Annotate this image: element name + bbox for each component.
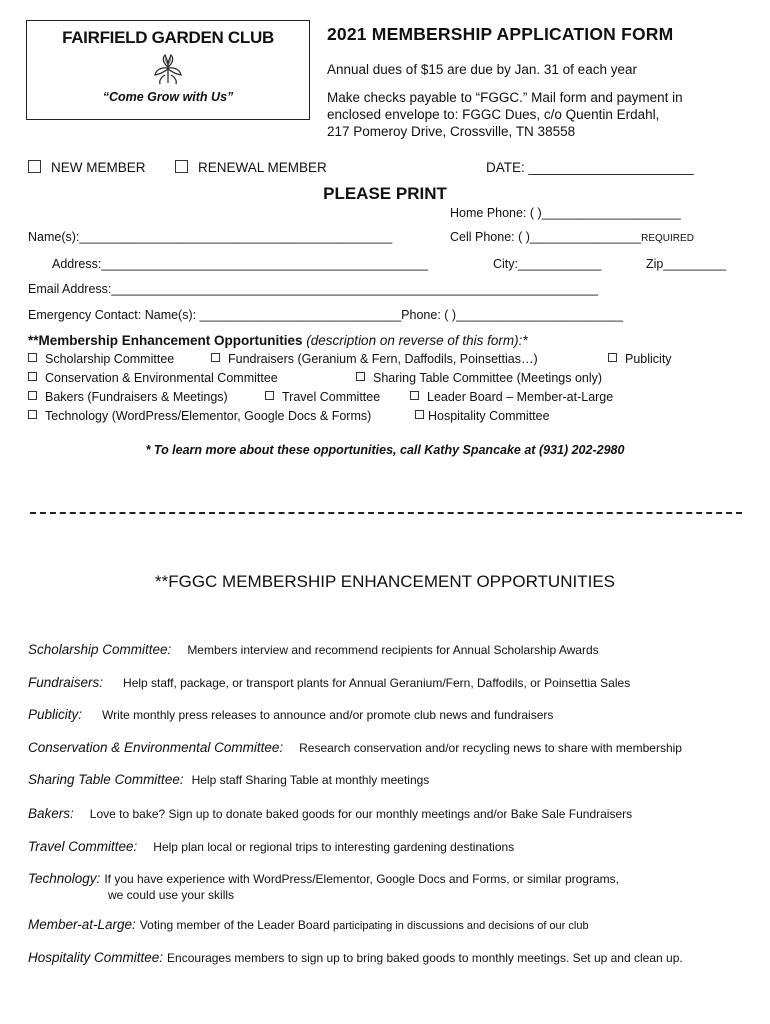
- opportunity-label: Publicity: [625, 352, 672, 366]
- opportunity-conservation[interactable]: [28, 371, 278, 385]
- description-term: Travel Committee:: [28, 839, 138, 854]
- opportunity-hospitality[interactable]: [415, 409, 550, 423]
- club-header-box: [26, 20, 310, 120]
- description-item: [28, 706, 553, 724]
- description-text: Encourages members to sign up to bring baked goods to monthly meetings. Set up and clean up.: [167, 951, 683, 965]
- payable-line-1: Make checks payable to “FGGC.” Mail form and payment in: [327, 90, 683, 105]
- please-print-heading: PLEASE PRINT: [323, 184, 447, 203]
- opportunity-label: Leader Board – Member-at-Large: [427, 390, 614, 404]
- description-term: Sharing Table Committee:: [28, 772, 184, 787]
- conservation-checkbox[interactable]: [28, 372, 37, 381]
- opportunities-heading-bold: **Membership Enhancement Opportunities: [28, 333, 303, 348]
- renewal-member-label: RENEWAL MEMBER: [198, 160, 327, 175]
- description-item-continued: [108, 886, 234, 904]
- new-member-option[interactable]: [28, 160, 146, 175]
- opportunity-label: Travel Committee: [282, 390, 381, 404]
- description-term: Bakers:: [28, 806, 74, 821]
- bakers-checkbox[interactable]: [28, 391, 37, 400]
- description-text: If you have experience with WordPress/Elementor, Google Docs and Forms, or similar programs,: [104, 872, 619, 886]
- opportunity-publicity[interactable]: [608, 352, 672, 366]
- opportunity-scholarship[interactable]: [28, 352, 174, 366]
- hospitality-checkbox[interactable]: [415, 410, 424, 419]
- travel-checkbox[interactable]: [265, 391, 274, 400]
- new-member-checkbox[interactable]: [28, 160, 41, 173]
- description-text: Voting member of the Leader Board: [139, 918, 330, 932]
- cut-line-divider: [30, 512, 742, 514]
- description-term: Member-at-Large:: [28, 917, 136, 932]
- opportunity-label: Conservation & Environmental Committee: [45, 371, 278, 385]
- city-field[interactable]: City:____________: [493, 257, 602, 271]
- renewal-member-checkbox[interactable]: [175, 160, 188, 173]
- description-term: Conservation & Environmental Committee:: [28, 740, 284, 755]
- payable-line-2: enclosed envelope to: FGGC Dues, c/o Quentin Erdahl,: [327, 107, 660, 122]
- renewal-member-option[interactable]: [175, 160, 327, 175]
- new-member-label: NEW MEMBER: [51, 160, 146, 175]
- description-text: we could use your skills: [108, 888, 235, 902]
- description-text: Members interview and recommend recipients for Annual Scholarship Awards: [187, 643, 599, 657]
- date-field[interactable]: DATE: ______________________: [486, 160, 694, 175]
- description-text: Help plan local or regional trips to interesting gardening destinations: [153, 840, 515, 854]
- description-term: Scholarship Committee:: [28, 642, 172, 657]
- learn-more-note: * To learn more about these opportunities, call Kathy Spancake at (931) 202-2980: [145, 443, 625, 457]
- opportunity-technology[interactable]: [28, 409, 371, 423]
- opportunity-leader-board[interactable]: [410, 390, 613, 404]
- iris-flower-icon: [151, 53, 185, 85]
- opportunity-bakers[interactable]: [28, 390, 228, 404]
- description-term: Fundraisers:: [28, 675, 104, 690]
- opportunity-sharing-table[interactable]: [356, 371, 602, 385]
- names-field[interactable]: Name(s):_____________________________________________: [28, 230, 393, 244]
- description-item: [28, 739, 682, 757]
- description-text: Research conservation and/or recycling news to share with membership: [299, 741, 682, 755]
- description-text: Love to bake? Sign up to donate baked goods for our monthly meetings and/or Bake Sale Fundraisers: [89, 807, 633, 821]
- opportunity-label: Scholarship Committee: [45, 352, 175, 366]
- zip-field[interactable]: Zip_________: [646, 257, 726, 271]
- opportunity-label: Technology (WordPress/Elementor, Google Docs & Forms): [45, 409, 372, 423]
- cell-phone-label: Cell Phone: ( )________________: [450, 230, 642, 244]
- opportunity-travel[interactable]: [265, 390, 380, 404]
- description-item: [28, 916, 589, 934]
- leader-board-checkbox[interactable]: [410, 391, 419, 400]
- description-text-small: participating in discussions and decisions of our club: [329, 920, 589, 932]
- description-term: Publicity:: [28, 707, 83, 722]
- opportunities-heading-note: (description on reverse of this form):*: [302, 333, 528, 348]
- opportunity-label: Bakers (Fundraisers & Meetings): [45, 390, 228, 404]
- description-item: [28, 838, 514, 856]
- club-name: FAIRFIELD GARDEN CLUB: [62, 28, 274, 47]
- opportunity-fundraisers[interactable]: [211, 352, 538, 366]
- description-item: [28, 805, 632, 823]
- cell-phone-field[interactable]: [450, 230, 694, 244]
- form-title: 2021 MEMBERSHIP APPLICATION FORM: [327, 24, 674, 44]
- description-item: [28, 674, 630, 692]
- description-text: Help staff Sharing Table at monthly meetings: [191, 773, 430, 787]
- publicity-checkbox[interactable]: [608, 353, 617, 362]
- opportunity-label: Hospitality Committee: [428, 409, 550, 423]
- address-field[interactable]: Address:_______________________________________________: [52, 257, 429, 271]
- sharing-table-checkbox[interactable]: [356, 372, 365, 381]
- descriptions-title: **FGGC MEMBERSHIP ENHANCEMENT OPPORTUNITIES: [154, 572, 615, 591]
- description-text: Write monthly press releases to announce and/or promote club news and fundraisers: [102, 708, 554, 722]
- description-item: [28, 771, 429, 789]
- scholarship-checkbox[interactable]: [28, 353, 37, 362]
- description-item: [28, 641, 599, 659]
- opportunity-label: Fundraisers (Geranium & Fern, Daffodils, Poinsettias…): [228, 352, 538, 366]
- club-motto: “Come Grow with Us”: [102, 90, 234, 104]
- home-phone-field[interactable]: Home Phone: ( )____________________: [450, 206, 681, 220]
- fundraisers-checkbox[interactable]: [211, 353, 220, 362]
- opportunities-heading: [28, 333, 528, 348]
- emergency-contact-field[interactable]: Emergency Contact: Name(s): _____________________________Phone: ( )________________________: [28, 308, 623, 322]
- description-term: Technology:: [28, 871, 101, 886]
- description-text: Help staff, package, or transport plants for Annual Geranium/Fern, Daffodils, or Poinsettia Sales: [123, 676, 631, 690]
- description-item: [28, 949, 683, 967]
- email-field[interactable]: Email Address:______________________________________________________________________: [28, 282, 599, 296]
- description-term: Hospitality Committee:: [28, 950, 164, 965]
- opportunity-label: Sharing Table Committee (Meetings only): [373, 371, 603, 385]
- dues-text: Annual dues of $15 are due by Jan. 31 of each year: [327, 62, 637, 77]
- payable-line-3: 217 Pomeroy Drive, Crossville, TN 38558: [327, 124, 576, 139]
- technology-checkbox[interactable]: [28, 410, 37, 419]
- required-note: REQUIRED: [641, 233, 694, 244]
